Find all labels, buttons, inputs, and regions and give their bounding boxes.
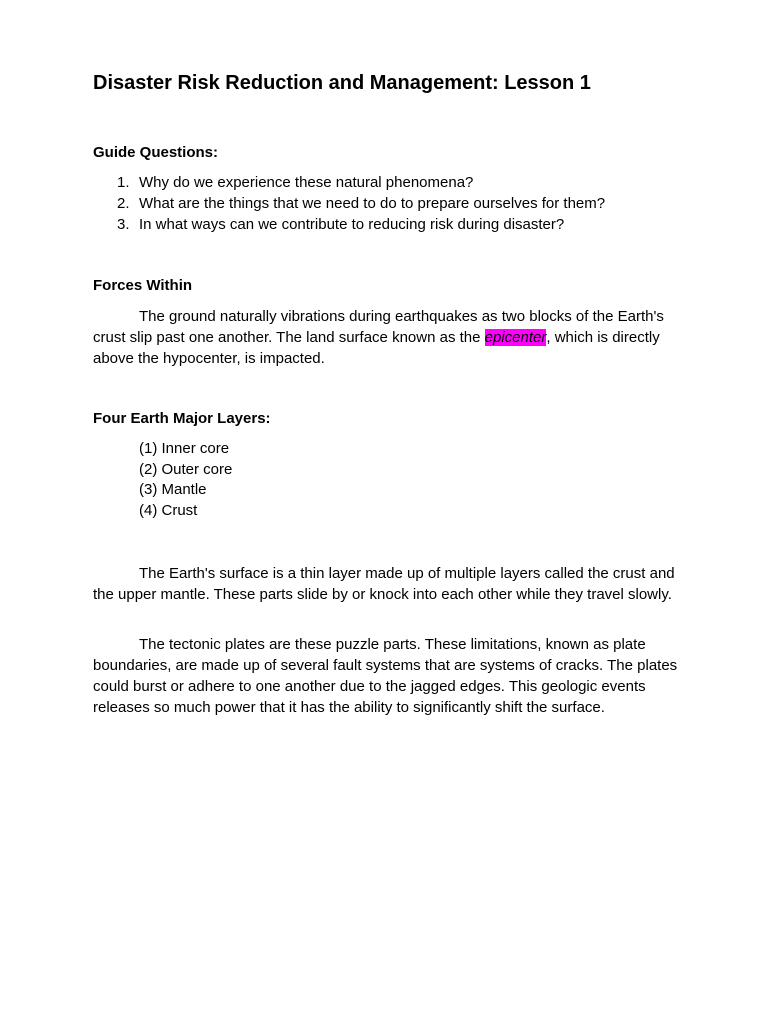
page-title: Disaster Risk Reduction and Management: Lesson 1	[93, 72, 591, 94]
earth-surface-paragraph: The Earth's surface is a thin layer made up of multiple layers called the crust and the upper mantle. These parts slide by or knock into each other while they travel slowly.	[93, 565, 675, 603]
list-item-text: What are the things that we need to do to prepare ourselves for them?	[139, 195, 606, 212]
forces-within-paragraph	[93, 306, 683, 369]
list-item	[93, 214, 605, 235]
list-item: (3) Mantle	[139, 481, 207, 499]
list-item-text: Why do we experience these natural phenomena?	[139, 174, 474, 191]
tectonic-plates-paragraph: The tectonic plates are these puzzle parts. These limitations, known as plate boundaries, are made up of several fault systems that are systems of cracks. The plates could burst or adhere to one another due to the jagged edges. This geologic events releases so much power that it has the ability to significantly shift the surface.	[93, 636, 678, 716]
list-item: (1) Inner core	[139, 440, 230, 457]
list-item	[93, 193, 605, 214]
list-item: (4) Crust	[139, 502, 198, 520]
guide-questions-heading: Guide Questions:	[93, 144, 219, 161]
list-item-number: 1.	[117, 174, 130, 191]
forces-text-before: The ground naturally vibrations during earthquakes as two blocks of the Earth's crust slip past one another. The land surface known as the	[93, 308, 664, 346]
list-item-text: In what ways can we contribute to reducing risk during disaster?	[139, 216, 565, 233]
highlighted-term-epicenter: epicenter	[484, 329, 547, 346]
guide-questions-list	[93, 172, 605, 235]
list-item-number: 2.	[117, 195, 130, 212]
forces-within-heading: Forces Within	[93, 277, 193, 294]
list-item	[93, 172, 605, 193]
earth-layers-list	[139, 439, 232, 522]
list-item: (2) Outer core	[139, 460, 233, 478]
earth-layers-heading: Four Earth Major Layers:	[93, 410, 271, 427]
list-item-number: 3.	[117, 216, 130, 233]
forces-text-after: , which is directly above the hypocenter, is impacted.	[93, 329, 660, 367]
